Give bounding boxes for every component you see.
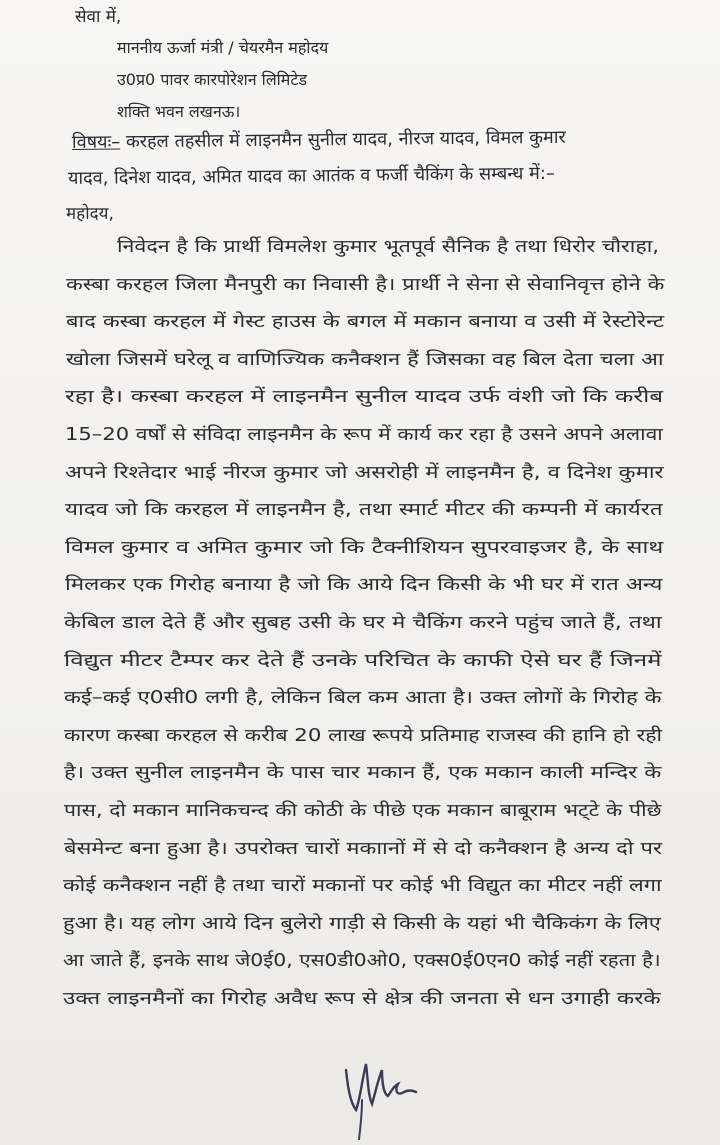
body-line-6: 15–20 वर्षों से संविदा लाइनमैन के रूप में कार्य कर रहा है उसने अपने अलावा xyxy=(65,425,663,445)
signature xyxy=(332,1040,422,1140)
body-line-10: मिलकर एक गिरोह बनाया है जो कि आये दिन किसी के भी घर में रात अन्य xyxy=(65,575,663,595)
body-line-15: है। उक्त सुनील लाइनमैन के पास चार मकान हैं, एक मकान काली मन्दिर के xyxy=(64,763,662,783)
body-line-21: उक्त लाइनमैनों का गिरोह अवैध रूप से क्षेत्र की जनता से धन उगाही करके xyxy=(63,989,661,1009)
body-line-12: विद्युत मीटर टैम्पर कर देते हैं उनके परिचित के काफी ऐसे घर हैं जिनमें xyxy=(64,651,662,671)
subject-text-1: करहल तहसील में लाइनमैन सुनील यादव, नीरज यादव, विमल कुमार xyxy=(125,126,566,153)
body-line-5: रहा है। कस्बा करहल में लाइनमैन सुनील यादव उर्फ वंशी जो कि करीब xyxy=(65,387,664,407)
body-line-14: कारण कस्बा करहल से करीब 20 लाख रूपये प्रतिमाह राजस्व की हानि हो रही xyxy=(64,726,663,746)
body-line-8: यादव जो कि करहल में लाइनमैन है, तथा स्मार्ट मीटर की कम्पनी में कार्यरत xyxy=(65,500,663,520)
body-line-3: बाद कस्बा करहल में गेस्ट हाउस के बगल में मकान बनाया व उसी में रेस्टोरेन्ट xyxy=(66,312,665,332)
body-line-1: निवेदन है कि प्रार्थी विमलेश कुमार भूतपूर्व सैनिक है तथा धिरोर चौराहा, xyxy=(117,237,660,257)
body-line-9: विमल कुमार व अमित कुमार जो कि टैक्नीशियन सुपरवाइजर है, के साथ xyxy=(65,538,664,558)
subject-line-2: यादव, दिनेश यादव, अमित यादव का आतंक व फर्जी चैकिंग के सम्बन्ध में:– xyxy=(67,162,555,189)
body-line-20: आ जाते हैं, इनके साथ जे0ई0, एस0डी0ओ0, एक्स0ई0एन0 कोई नहीं रहता है। xyxy=(63,951,661,971)
body-line-16: पास, दो मकान मानिकचन्द की कोठी के पीछे एक मकान बाबूराम भट्‌टे के पीछे xyxy=(64,801,662,821)
body-line-18: कोई कनैक्शन नहीं है तथा चारों मकानों पर कोई भी विद्युत का मीटर नहीं लगा xyxy=(63,876,662,896)
greeting: महोदय, xyxy=(66,204,114,224)
body-line-2: कस्बा करहल जिला मैनपुरी का निवासी है। प्रार्थी ने सेना से सेवानिवृत्त होने के xyxy=(66,275,665,295)
subject-label: विषयः– xyxy=(71,131,121,153)
body-line-19: हुआ है। यह लोग आये दिन बुलेरो गाड़ी से किसी के यहां भी चैकिकंग के लिए xyxy=(63,914,661,934)
body-line-17: बेसमेन्ट बना हुआ है। उपरोक्त चारों मकाानों में से दो कनैक्शन है अन्य दो पर xyxy=(64,839,662,859)
body-line-4: खोला जिसमें घरेलू व वाणिज्यिक कनैक्शन हैं जिसका वह बिल देता चला आ xyxy=(66,350,664,370)
subject-line-1 xyxy=(72,127,566,154)
salutation-to: सेवा में, xyxy=(75,7,122,27)
address-line-1: माननीय ऊर्जा मंत्री / चेयरमैन महोदय xyxy=(117,38,329,57)
body-line-11: केबिल डाल देते हैं और सुबह उसी के घर मे चैकिंग करने पहुंच जाते हैं, तथा xyxy=(64,613,662,633)
body-line-7: अपने रिश्तेदार भाई नीरज कुमार जो असरोही में लाइनमैन है, व दिनेश कुमार xyxy=(65,463,664,483)
address-line-2: उ0प्र0 पावर कारपोरेशन लिमिटेड xyxy=(117,70,308,89)
body-line-13: कई–कई ए0सी0 लगी है, लेकिन बिल कम आता है। उक्त लोगों के गिरोह के xyxy=(64,688,662,708)
address-line-3: शक्ति भवन लखनऊ। xyxy=(117,102,241,121)
